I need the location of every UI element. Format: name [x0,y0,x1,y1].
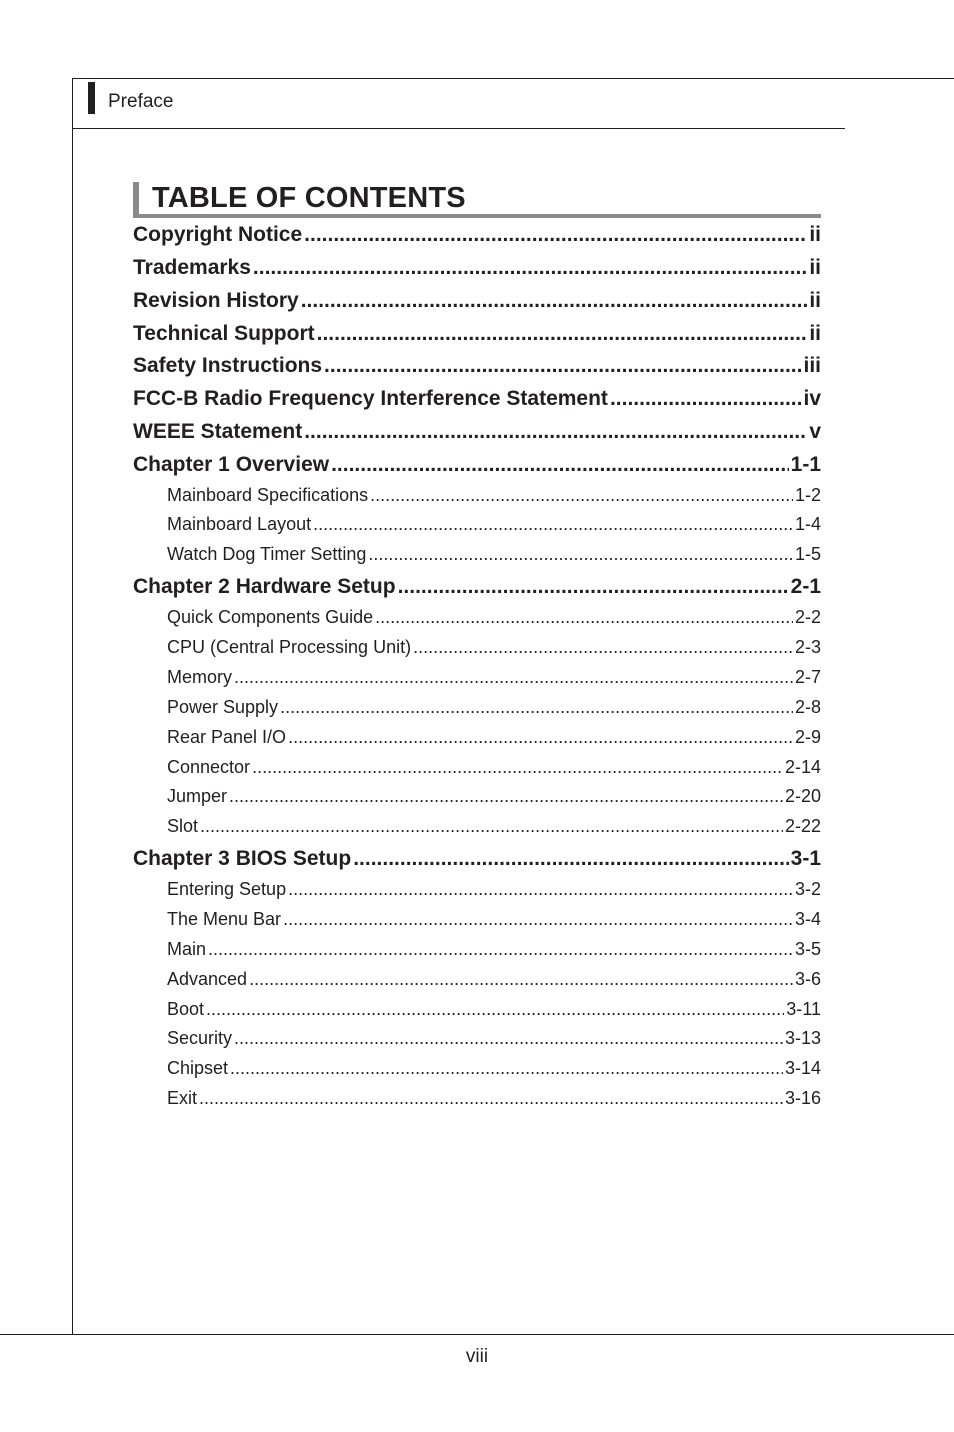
toc-entry-page: 2-22 [784,816,821,836]
toc-entry-title: Jumper [167,786,228,806]
toc-dot-leader [375,606,793,628]
toc-entry-title: Entering Setup [167,879,287,899]
toc-entry-title: Rear Panel I/O [167,727,287,747]
toc-entry-title: Main [167,939,207,959]
toc-entry-section[interactable] [133,386,821,412]
toc-entry-title: Chapter 1 Overview [133,453,330,476]
toc-dot-leader [353,846,788,872]
toc-entry-title: Copyright Notice [133,223,303,246]
toc-entry-section[interactable] [133,321,821,347]
toc-dot-leader [206,998,784,1020]
toc-entry-page: ii [809,322,821,345]
toc-entry-title: Revision History [133,289,299,312]
toc-entry-subsection[interactable] [167,998,821,1020]
toc-entry-page: 2-3 [794,637,821,657]
toc-entry-section[interactable] [133,452,821,478]
toc-dot-leader [324,353,801,379]
toc-dot-leader [288,726,793,748]
toc-entry-title: Chapter 2 Hardware Setup [133,575,396,598]
toc-dot-leader [370,484,793,506]
toc-dot-leader [398,574,789,600]
toc-entry-page: 3-5 [794,939,821,959]
toc-entry-page: 2-2 [794,607,821,627]
toc-entry-title: Watch Dog Timer Setting [167,544,367,564]
toc-entry-section[interactable] [133,846,821,872]
toc-entry-subsection[interactable] [167,1027,821,1049]
toc-entry-page: 3-4 [794,909,821,929]
toc-entry-page: 3-16 [784,1088,821,1108]
toc-dot-leader [304,419,807,445]
toc-dot-leader [413,636,793,658]
toc-entry-page: 2-14 [784,757,821,777]
toc-entry-section[interactable] [133,419,821,445]
toc-entry-subsection[interactable] [167,513,821,535]
toc-entry-title: The Menu Bar [167,909,282,929]
toc-entry-title: Memory [167,667,233,687]
toc-title: TABLE OF CONTENTS [152,182,466,214]
toc-entry-section[interactable] [133,574,821,600]
toc-entry-title: CPU (Central Processing Unit) [167,637,412,657]
toc-dot-leader [253,255,807,281]
toc-entry-page: 3-13 [784,1028,821,1048]
toc-entry-title: Quick Components Guide [167,607,374,627]
toc-entry-page: 1-5 [794,544,821,564]
toc-entry-title: Mainboard Layout [167,514,312,534]
toc-dot-leader [610,386,802,412]
toc-entry-subsection[interactable] [167,908,821,930]
toc-entry-section[interactable] [133,222,821,248]
toc-dot-leader [301,288,808,314]
toc-dot-leader [200,815,783,837]
toc-dot-leader [230,1057,783,1079]
toc-dot-leader [313,513,793,535]
toc-entry-subsection[interactable] [167,696,821,718]
toc-entry-page: ii [809,289,821,312]
toc-entry-page: 1-4 [794,514,821,534]
toc-entry-page: 2-7 [794,667,821,687]
toc-entry-page: 3-14 [784,1058,821,1078]
toc-entry-page: 3-6 [794,969,821,989]
toc-dot-leader [368,543,793,565]
toc-entry-page: 3-11 [786,999,821,1019]
toc-entry-title: Security [167,1028,233,1048]
toc-entry-title: Boot [167,999,205,1019]
toc-entry-page: 3-1 [790,847,821,870]
toc-entry-title: Trademarks [133,256,251,279]
toc-dot-leader [249,968,793,990]
toc-entry-subsection[interactable] [167,543,821,565]
toc-dot-leader [280,696,793,718]
toc-entry-title: Technical Support [133,322,315,345]
toc-entry-section[interactable] [133,353,821,379]
toc-entry-subsection[interactable] [167,726,821,748]
toc-entry-page: 2-8 [794,697,821,717]
toc-entry-section[interactable] [133,255,821,281]
toc-entry-page: 1-1 [790,453,821,476]
toc-entry-subsection[interactable] [167,484,821,506]
toc-dot-leader [234,666,793,688]
toc-entry-subsection[interactable] [167,666,821,688]
toc-entry-subsection[interactable] [167,606,821,628]
toc-entry-subsection[interactable] [167,1057,821,1079]
toc-entry-page: 1-2 [794,485,821,505]
toc-entry-subsection[interactable] [167,815,821,837]
running-header: Preface [108,91,174,112]
toc-entry-title: Chapter 3 BIOS Setup [133,847,352,870]
toc-dot-leader [208,938,793,960]
toc-entry-title: Advanced [167,969,248,989]
toc-entry-title: Chipset [167,1058,229,1078]
toc-entry-subsection[interactable] [167,968,821,990]
toc-entry-section[interactable] [133,288,821,314]
toc-entry-page: 2-9 [794,727,821,747]
toc-entry-title: Exit [167,1088,198,1108]
toc-entry-page: 2-1 [790,575,821,598]
toc-entry-subsection[interactable] [167,636,821,658]
toc-entry-subsection[interactable] [167,785,821,807]
toc-entry-title: Safety Instructions [133,354,323,377]
toc-dot-leader [283,908,793,930]
toc-dot-leader [317,321,808,347]
toc-dot-leader [331,452,789,478]
toc-dot-leader [234,1027,783,1049]
page-number: viii [465,1346,489,1367]
toc-entry-title: Power Supply [167,697,279,717]
toc-entry-page: v [809,420,821,443]
toc-entry-title: Connector [167,757,251,777]
toc-entry-title: Slot [167,816,199,836]
toc-dot-leader [304,222,807,248]
toc-entry-page: 3-2 [794,879,821,899]
toc-entry-page: ii [809,256,821,279]
toc-entry-subsection[interactable] [167,938,821,960]
toc-entry-title: Mainboard Specifications [167,485,369,505]
toc-dot-leader [252,756,783,778]
toc-entry-page: iii [803,354,821,377]
toc-entry-subsection[interactable] [167,878,821,900]
toc-entry-title: WEEE Statement [133,420,303,443]
toc-entry-subsection[interactable] [167,756,821,778]
toc-dot-leader [199,1087,783,1109]
toc-dot-leader [288,878,793,900]
toc-entry-title: FCC-B Radio Frequency Interference Statement [133,387,608,410]
toc-entry-page: ii [809,223,821,246]
toc-entry-subsection[interactable] [167,1087,821,1109]
toc-entry-page: 2-20 [784,786,821,806]
toc-dot-leader [229,785,783,807]
toc-entry-page: iv [803,387,821,410]
